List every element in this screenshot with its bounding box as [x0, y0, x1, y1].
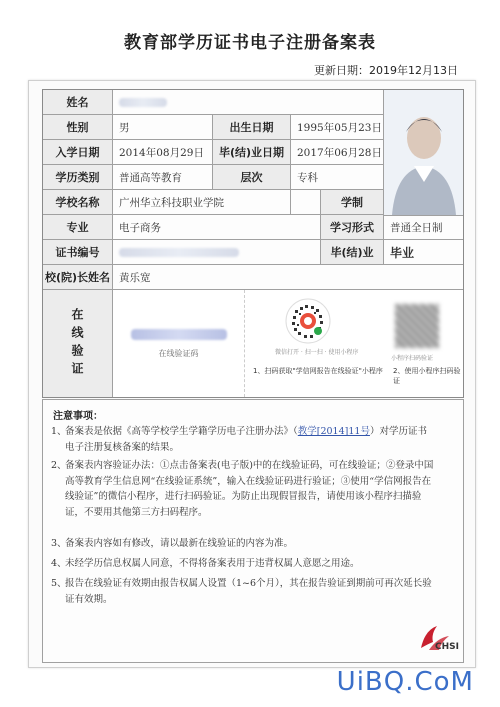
- update-date: 更新日期：2019年12月13日: [314, 64, 458, 77]
- verify-code-box[interactable]: [113, 290, 245, 397]
- level-label: 层次: [213, 165, 291, 190]
- name-value: [113, 90, 384, 115]
- school-spacer: [291, 190, 321, 215]
- chsi-logo: CHSI: [415, 620, 459, 656]
- note-4: 4、 未经学历信息权属人同意，不得将备案表用于违背权属人意愿之用途。: [51, 558, 360, 569]
- birth-label: 出生日期: [213, 115, 291, 140]
- result-value: 毕业: [384, 240, 463, 265]
- grad-value: 2017年06月28日: [291, 140, 384, 165]
- gender-value: 男: [113, 115, 213, 140]
- qr-code[interactable]: [395, 304, 439, 348]
- birth-value: 1995年05月23日: [291, 115, 384, 140]
- note-2: 2、 备案表内容验证办法：①点击备案表(电子版)中的在线验证码，可在线验证；②登录中国高等教育学生信息网“在线验证系统”，输入在线验证码进行验证；③使用“学信网报告在线验证”的微信小程序，进行扫码验证。为防止出现假冒报告，请使用该小程序扫描验证，不要用其他第三方扫码程序。: [51, 460, 434, 518]
- result-label: 毕(结)业: [321, 240, 384, 265]
- form-value: 普通全日制: [384, 215, 463, 240]
- category-value: 普通高等教育: [113, 165, 213, 190]
- site-watermark: UiBQ.CoM: [336, 667, 474, 697]
- scan-step-2: 2、使用小程序扫码验证: [393, 367, 461, 385]
- notes-section: [42, 399, 464, 663]
- student-photo: [384, 90, 463, 216]
- form-label: 学习形式: [321, 215, 384, 240]
- record-table: [42, 89, 464, 398]
- cert-label: 证书编号: [43, 240, 113, 265]
- major-value: 电子商务: [113, 215, 321, 240]
- portrait-image: [384, 90, 463, 215]
- qr-area: [245, 290, 463, 397]
- mini-tag-2: 小程序扫码验证: [391, 355, 434, 362]
- mini-program-code[interactable]: [285, 298, 331, 344]
- length-label: 学制: [321, 190, 384, 215]
- enroll-value: 2014年08月29日: [113, 140, 213, 165]
- mini-tag-1: 微信打开 · 扫一扫 · 使用小程序: [275, 349, 359, 356]
- notes-title: 注意事项：: [53, 411, 103, 422]
- level-value: 专科: [291, 165, 384, 190]
- gender-label: 性别: [43, 115, 113, 140]
- page-title: 教育部学历证书电子注册备案表: [124, 33, 376, 53]
- president-value: 黄乐宽: [113, 265, 463, 290]
- verify-label: 在线验证: [43, 290, 113, 397]
- record-sheet: [28, 80, 476, 668]
- school-label: 学校名称: [43, 190, 113, 215]
- policy-link[interactable]: 教学[2014]11号: [297, 426, 370, 437]
- cert-value: [113, 240, 321, 265]
- major-label: 专业: [43, 215, 113, 240]
- verify-code-caption: 在线验证码: [158, 348, 199, 358]
- category-label: 学历类别: [43, 165, 113, 190]
- grad-label: 毕(结)业日期: [213, 140, 291, 165]
- scan-step-1: 1、扫码获取"学信网报告在线验证"小程序: [253, 367, 383, 375]
- president-label: 校(院)长姓名: [43, 265, 113, 290]
- note-1: 1、 备案表是依据《高等学校学生学籍学历电子注册办法》（教学[2014]11号）对学历证书电子注册复核备案的结果。: [51, 426, 427, 453]
- name-label: 姓名: [43, 90, 113, 115]
- note-3: 3、 备案表内容如有修改，请以最新在线验证的内容为准。: [51, 538, 294, 549]
- school-value: 广州华立科技职业学院: [113, 190, 291, 215]
- enroll-label: 入学日期: [43, 140, 113, 165]
- verify-code[interactable]: [131, 329, 227, 340]
- note-5: 5、 报告在线验证有效期由报告权属人设置（1~6个月），其在报告验证到期前可再次延长验证有效期。: [51, 578, 432, 605]
